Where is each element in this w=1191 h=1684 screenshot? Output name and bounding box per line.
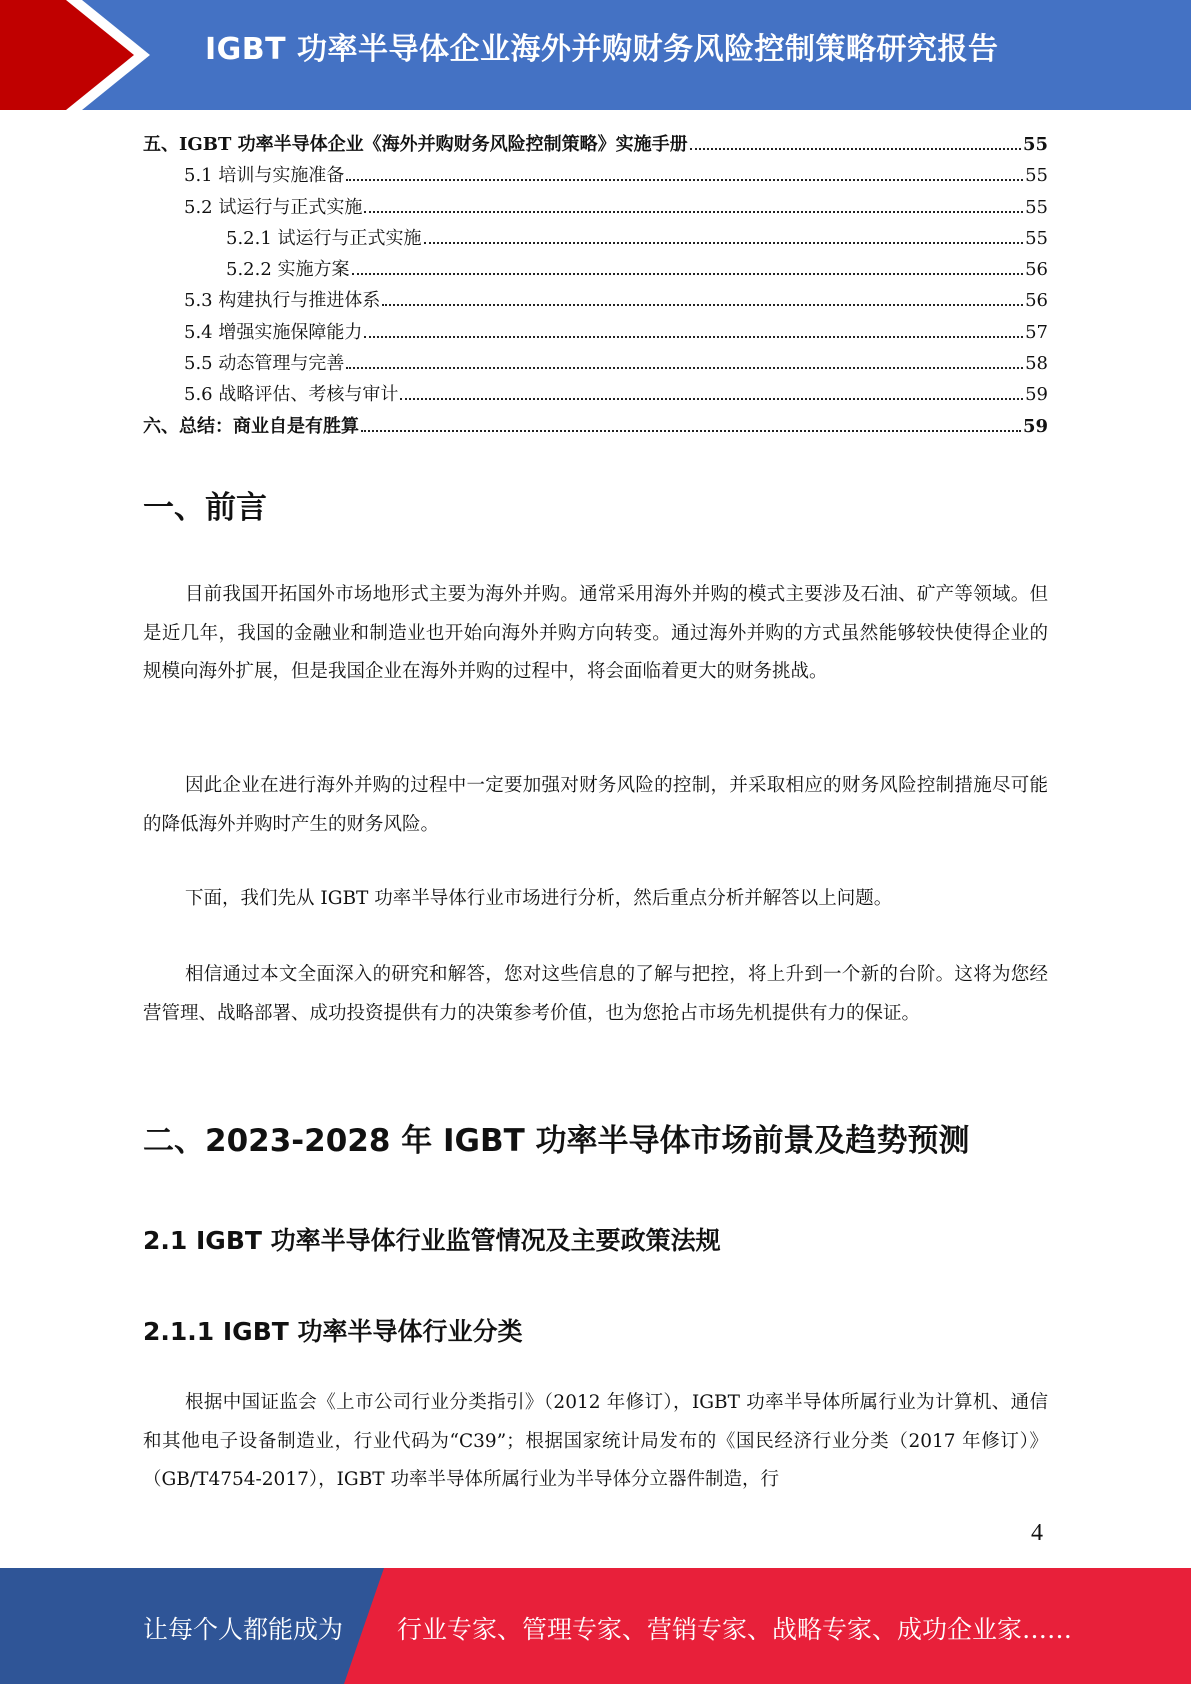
toc-entry-title: 5.2.1 试运行与正式实施 — [226, 227, 422, 249]
toc-entry-title: 5.2 试运行与正式实施 — [184, 196, 363, 218]
toc-entry-page: 55 — [1025, 196, 1048, 218]
toc-dot-leader — [346, 178, 1023, 181]
toc-entry[interactable] — [143, 192, 1048, 223]
toc-entry[interactable] — [143, 254, 1048, 285]
toc-entry-page: 56 — [1025, 259, 1048, 281]
toc-entry-page: 55 — [1025, 227, 1048, 249]
toc-dot-leader — [364, 335, 1023, 338]
toc-entry-title: 5.3 构建执行与推进体系 — [184, 290, 381, 312]
toc-dot-leader — [364, 210, 1023, 213]
toc-dot-leader — [424, 241, 1024, 244]
paragraph: 目前我国开拓国外市场地形式主要为海外并购。通常采用海外并购的模式主要涉及石油、矿产等领域。但是近几年，我国的金融业和制造业也开始向海外并购方向转变。通过海外并购的方式虽然能够较快使得企业的规模向海外扩展，但是我国企业在海外并购的过程中，将会面临着更大的财务挑战。 — [143, 584, 1048, 682]
paragraph: 根据中国证监会《上市公司行业分类指引》（2012 年修订），IGBT 功率半导体所属行业为计算机、通信和其他电子设备制造业，行业代码为“C39”；根据国家统计局发布的《国民经济行业分类（2017 年修订）》（GB/T4754-2017），IGBT 功率半导体所属行业为半导体分立器件制造，行 — [143, 1392, 1048, 1490]
toc-dot-leader — [400, 397, 1023, 400]
toc-dot-leader — [346, 366, 1023, 369]
section-heading-preface: 一、前言 — [143, 490, 267, 526]
toc-entry-title: 五、IGBT 功率半导体企业《海外并购财务风险控制策略》实施手册 — [143, 134, 688, 155]
toc-entry-page: 55 — [1025, 165, 1048, 187]
toc-entry[interactable] — [143, 160, 1048, 191]
toc-entry-page: 57 — [1025, 321, 1048, 343]
toc-entry[interactable] — [143, 348, 1048, 379]
subsection-heading: 2.1 IGBT 功率半导体行业监管情况及主要政策法规 — [143, 1226, 721, 1255]
page-header — [0, 0, 1191, 110]
paragraph: 下面，我们先从 IGBT 功率半导体行业市场进行分析，然后重点分析并解答以上问题。 — [185, 888, 893, 909]
toc-dot-leader — [352, 272, 1024, 275]
toc-entry[interactable] — [143, 411, 1048, 442]
paragraph: 相信通过本文全面深入的研究和解答，您对这些信息的了解与把控，将上升到一个新的台阶。这将为您经营管理、战略部署、成功投资提供有力的决策参考价值，也为您抢占市场先机提供有力的保证。 — [143, 964, 1048, 1024]
toc-entry[interactable] — [143, 317, 1048, 348]
paragraph: 因此企业在进行海外并购的过程中一定要加强对财务风险的控制，并采取相应的财务风险控制措施尽可能的降低海外并购时产生的财务风险。 — [143, 775, 1048, 835]
toc-entry[interactable] — [143, 129, 1048, 160]
section-heading-market-outlook: 二、2023-2028 年 IGBT 功率半导体市场前景及趋势预测 — [143, 1123, 970, 1159]
toc-dot-leader — [382, 303, 1023, 306]
toc-entry-page: 59 — [1025, 384, 1048, 406]
toc-entry-title: 5.5 动态管理与完善 — [184, 353, 345, 375]
page-number: 4 — [1031, 1520, 1043, 1546]
toc-dot-leader — [361, 429, 1021, 432]
toc-entry-title: 5.2.2 实施方案 — [226, 259, 350, 281]
toc-entry[interactable] — [143, 223, 1048, 254]
toc-entry-page: 55 — [1022, 134, 1048, 155]
toc-dot-leader — [690, 147, 1021, 150]
toc-entry-page: 58 — [1025, 353, 1048, 375]
toc-entry[interactable] — [143, 379, 1048, 410]
page-footer — [0, 1568, 1191, 1684]
report-title: IGBT 功率半导体企业海外并购财务风险控制策略研究报告 — [205, 32, 999, 67]
toc-entry[interactable] — [143, 285, 1048, 316]
toc-entry-title: 5.6 战略评估、考核与审计 — [184, 384, 399, 406]
header-chevron-decoration — [0, 0, 160, 110]
table-of-contents — [143, 129, 1048, 442]
toc-entry-title: 5.4 增强实施保障能力 — [184, 321, 363, 343]
toc-entry-title: 5.1 培训与实施准备 — [184, 165, 345, 187]
footer-slogan-left: 让每个人都能成为 — [143, 1615, 344, 1644]
toc-entry-page: 59 — [1022, 415, 1048, 437]
footer-slogan-right: 行业专家、管理专家、营销专家、战略专家、成功企业家…… — [397, 1615, 1073, 1644]
toc-entry-title: 六、总结：商业自是有胜算 — [143, 415, 359, 437]
toc-entry-page: 56 — [1025, 290, 1048, 312]
subsubsection-heading: 2.1.1 IGBT 功率半导体行业分类 — [143, 1317, 523, 1346]
